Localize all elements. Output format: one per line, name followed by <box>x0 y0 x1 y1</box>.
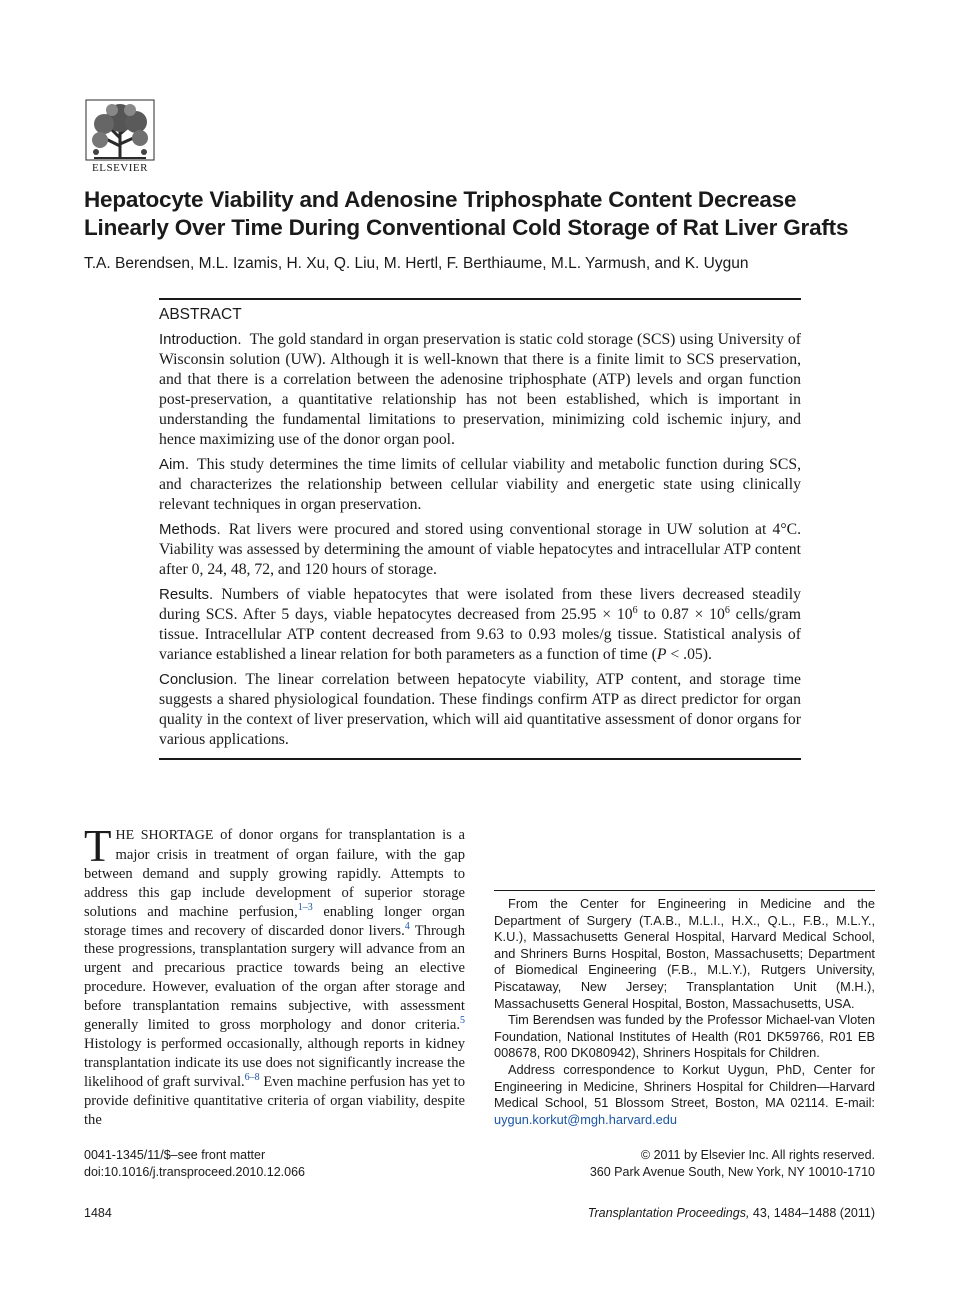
intro-paragraph <box>84 821 466 1130</box>
journal-citation <box>588 1206 875 1220</box>
conclusion-text: The linear correlation between hepatocyte viability, ATP content, and storage time suggests a shared physiological foundation. These findings confirm ATP as direct predictor for organ quality in the context of liver preservation, which will aid quantitative assessment of donor organs for various applications. <box>159 671 801 748</box>
methods-text: Rat livers were procured and stored using conventional storage in UW solution at 4°C. Viability was assessed by determining the amount of viable hepatocytes and intracellular ATP content after 0, 24, 48, 72, and 120 hours of storage. <box>159 521 801 578</box>
abstract-aim <box>159 455 801 515</box>
author-list: T.A. Berendsen, M.L. Izamis, H. Xu, Q. Liu, M. Hertl, F. Berthiaume, M.L. Yarmush, and K. Uygun <box>84 255 749 272</box>
results-label: Results. <box>159 586 214 603</box>
results-text-4: < .05). <box>666 646 712 663</box>
abstract-introduction <box>159 330 801 450</box>
page-number: 1484 <box>84 1206 112 1220</box>
aim-text: This study determines the time limits of cellular viability and metabolic function during SCS, and characterizes the relationship between cellular viability and energetic state using clinically relevant techniques in organ preservation. <box>159 456 801 513</box>
body-text-5: Even machine perfusion has yet to provide definitive quantitative criteria of organ viability, despite the <box>84 1073 466 1128</box>
journal-name: Transplantation Proceedings, <box>587 1206 750 1220</box>
drop-cap: T <box>84 821 112 871</box>
introduction-label: Introduction. <box>159 331 242 348</box>
publisher-name: ELSEVIER <box>92 162 148 174</box>
citation-details: 43, 1484–1488 (2011) <box>749 1206 875 1220</box>
reference-link-2[interactable]: 4 <box>404 920 410 932</box>
abstract-heading: ABSTRACT <box>159 306 242 323</box>
reference-link-1[interactable]: 1–3 <box>297 901 313 913</box>
results-text-2: to 0.87 × 10 <box>637 606 725 623</box>
body-text-1: of donor organs for transplantation is a major crisis in treatment of organ failure, with the gap between demand and supply growing rapidly. Attempts to address this gap include development of superior storage solutions and machine perfusion, <box>84 827 465 920</box>
body-text-4: Histology is performed occasionally, although reports in kidney transplantation indicate its use does not significantly increase the likelihood of graft survival. <box>84 1035 465 1090</box>
reference-link-3[interactable]: 5 <box>460 1015 465 1027</box>
p-value-symbol: P <box>656 646 667 663</box>
lead-in: HE SHORTAGE <box>115 828 214 843</box>
affiliation-text: From the Center for Engineering in Medicine and the Department of Surgery (T.A.B., M.L.I., H.X., Q.L., F.B., M.L.Y., K.U.), Massachusetts General Hospital, Harvard Medical School, and Shriners Burns Hospital, Boston, Massachusetts; Department of Biomedical Engineering (F.B., M.L.Y.), Rutgers University, Piscataway, New Jersey; Transplantation Unit (M.H.), Massachusetts General Hospital, Boston, Massachusetts, USA. <box>494 896 875 1011</box>
footer-left <box>84 1147 305 1181</box>
methods-label: Methods. <box>159 521 221 538</box>
funding-text: Tim Berendsen was funded by the Professor Michael-van Vloten Foundation, National Institutes of Health (R01 DK59766, R01 EB 008678, R00 DK080942), Shriners Hospitals for Children. <box>494 1012 875 1061</box>
introduction-text: The gold standard in organ preservation is static cold storage (SCS) using University of Wisconsin solution (UW). Although it is well-known that there is a finite limit to SCS preservation, and that there is a correlation between the adenosine triphosphate (ATP) levels and organ function post-preservation, a quantitative relationship has not been established, which is important in understanding the fundamental limitations to preservation, minimizing cold ischemic injury, and hence maximizing use of the donor organ pool. <box>159 331 801 448</box>
abstract-results <box>159 585 801 665</box>
correspondence-text <box>494 1062 875 1128</box>
correspondence-address: Address correspondence to Korkut Uygun, PhD, Center for Engineering in Medicine, Shriners Hospital for Children—Harvard Medical School, 51 Blossom Street, Boston, MA 02114. E-mail: <box>494 1061 875 1111</box>
results-exponent-2: 6 <box>724 604 730 616</box>
reference-link-4[interactable]: 6–8 <box>244 1071 260 1083</box>
conclusion-label: Conclusion. <box>159 671 238 688</box>
copyright-line: © 2011 by Elsevier Inc. All rights reserved. <box>640 1148 875 1162</box>
results-exponent-1: 6 <box>632 604 638 616</box>
footer-right <box>590 1147 875 1181</box>
abstract-box <box>159 298 801 760</box>
issn-line: 0041-1345/11/$–see front matter <box>84 1148 266 1162</box>
doi-line[interactable]: doi:10.1016/j.transproceed.2010.12.066 <box>84 1165 306 1179</box>
body-text-column <box>84 821 466 1130</box>
body-text-3: Through these progressions, transplantation surgery will advance from an urgent and precarious practice towards being an elective procedure. However, evaluation of the organ after storage and before transplantation remains subjective, with assessment generally limited to gross morphology and donor criteria. <box>84 922 465 1034</box>
affiliations-footnote <box>494 890 875 1128</box>
body-text-2: enabling longer organ storage times and recovery of discarded donor livers. <box>84 903 465 939</box>
results-text-1: Numbers of viable hepatocytes that were isolated from these livers decreased steadily during SCS. After 5 days, viable hepatocytes decreased from 25.95 × 10 <box>159 586 801 623</box>
abstract-methods <box>159 520 801 580</box>
publisher-address: 360 Park Avenue South, New York, NY 10010-1710 <box>589 1165 875 1179</box>
abstract-conclusion <box>159 670 801 750</box>
email-link[interactable]: uygun.korkut@mgh.harvard.edu <box>494 1111 678 1127</box>
aim-label: Aim. <box>159 456 189 473</box>
elsevier-tree-icon <box>84 98 156 162</box>
article-title: Hepatocyte Viability and Adenosine Triphosphate Content Decrease Linearly Over Time During Conventional Cold Storage of Rat Liver Grafts <box>84 187 849 240</box>
results-text-3: cells/gram tissue. Intracellular ATP content decreased from 9.63 to 0.93 moles/g tissue. Statistical analysis of variance established a linear relation for both parameters as a function of time ( <box>159 606 801 663</box>
